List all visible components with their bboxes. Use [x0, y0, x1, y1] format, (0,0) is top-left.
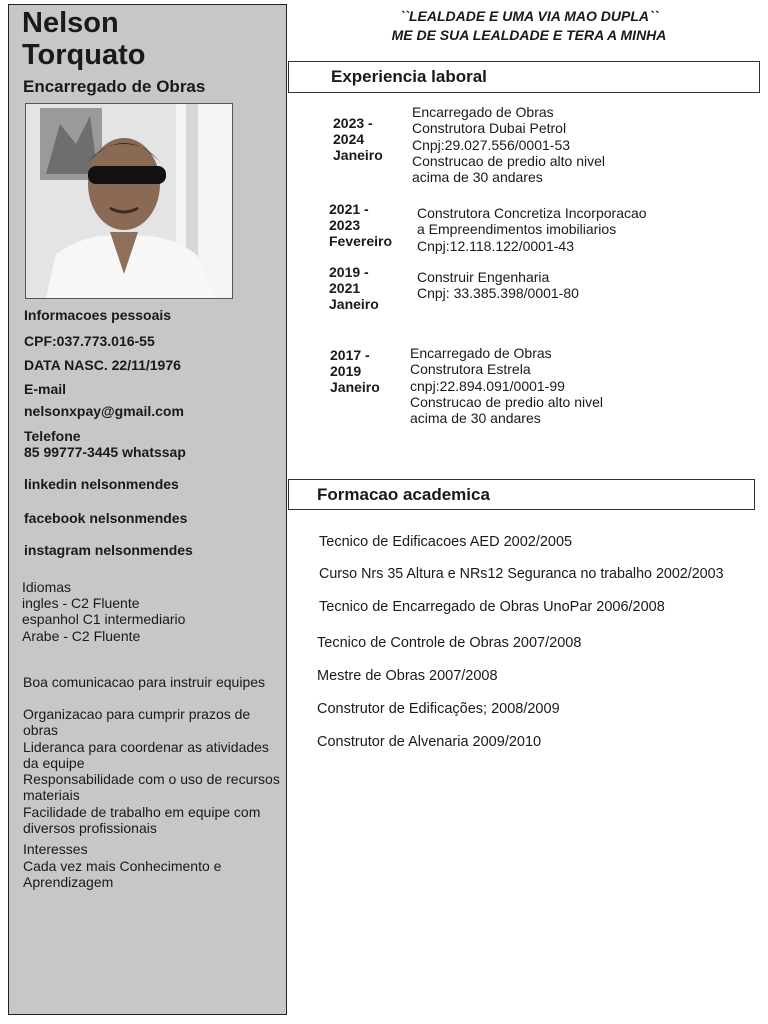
languages-heading: Idiomas	[22, 579, 72, 595]
job-period: 2021 - 2023 Fevereiro	[329, 201, 393, 249]
job-period: 2017 - 2019 Janeiro	[330, 347, 380, 395]
job-period: 2019 - 2021 Janeiro	[329, 264, 379, 312]
language-item: Arabe - C2 Fluente	[22, 628, 141, 644]
sidebar	[8, 4, 287, 1015]
language-item: ingles - C2 Fluente	[22, 595, 140, 611]
personal-heading: Informacoes pessoais	[24, 307, 172, 323]
motto-line: ME DE SUA LEALDADE E TERA A MINHA	[391, 27, 667, 43]
profile-photo	[25, 103, 233, 299]
interests-heading: Interesses	[23, 841, 88, 857]
skill-item: Boa comunicacao para instruir equipes	[23, 674, 266, 690]
skill-item: Responsabilidade com o uso de recursos materiais	[23, 771, 280, 803]
name-last: Torquato	[22, 39, 146, 71]
facebook-link[interactable]: facebook nelsonmendes	[24, 510, 188, 526]
job-details: Construir Engenharia Cnpj: 33.385.398/0001-80	[417, 269, 579, 302]
linkedin-link[interactable]: linkedin nelsonmendes	[24, 476, 179, 492]
job-period: 2023 - 2024 Janeiro	[333, 115, 383, 163]
education-header	[288, 479, 755, 510]
course-item: Tecnico de Controle de Obras 2007/2008	[317, 635, 582, 651]
cpf: CPF:037.773.016-55	[24, 333, 155, 349]
email-label: E-mail	[24, 381, 67, 397]
job-details: Encarregado de Obras Construtora Dubai Petrol Cnpj:29.027.556/0001-53 Construcao de predio alto nivel acima de 30 andares	[412, 104, 606, 186]
interests-text: Cada vez mais Conhecimento e Aprendizagem	[23, 858, 222, 890]
skill-item: Organizacao para cumprir prazos de obras	[23, 706, 251, 738]
job-details: Construtora Concretiza Incorporacao a Empreendimentos imobiliarios Cnpj:12.118.122/0001-43	[417, 205, 647, 254]
language-item: espanhol C1 intermediario	[22, 611, 186, 627]
experience-header	[288, 61, 760, 93]
course-item: Construtor de Alvenaria 2009/2010	[317, 734, 542, 750]
job-details: Encarregado de Obras Construtora Estrela cnpj:22.894.091/0001-99 Construcao de predio alto nivel acima de 30 andares	[410, 345, 604, 427]
birth-date: DATA NASC. 22/11/1976	[24, 357, 181, 373]
course-item: Curso Nrs 35 Altura e NRs12 Seguranca no trabalho 2002/2003	[319, 566, 724, 582]
instagram-link[interactable]: instagram nelsonmendes	[24, 542, 193, 558]
course-item: Tecnico de Encarregado de Obras UnoPar 2006/2008	[319, 599, 665, 615]
course-item: Tecnico de Edificacoes AED 2002/2005	[319, 534, 573, 550]
name-first: Nelson	[22, 7, 119, 39]
phone-number[interactable]: 85 99777-3445 whatssap	[24, 444, 186, 460]
education-title: Formacao academica	[317, 485, 490, 504]
skill-item: Facilidade de trabalho em equipe com diversos profissionais	[23, 804, 261, 836]
phone-label: Telefone	[24, 428, 81, 444]
course-item: Construtor de Edificações; 2008/2009	[317, 701, 560, 717]
skill-item: Lideranca para coordenar as atividades da equipe	[23, 739, 269, 771]
course-item: Mestre de Obras 2007/2008	[317, 668, 498, 684]
experience-title: Experiencia laboral	[331, 67, 487, 86]
email-link[interactable]: nelsonxpay@gmail.com	[24, 403, 184, 419]
motto-line: ``LEALDADE E UMA VIA MAO DUPLA``	[399, 8, 659, 24]
job-role: Encarregado de Obras	[23, 77, 206, 96]
